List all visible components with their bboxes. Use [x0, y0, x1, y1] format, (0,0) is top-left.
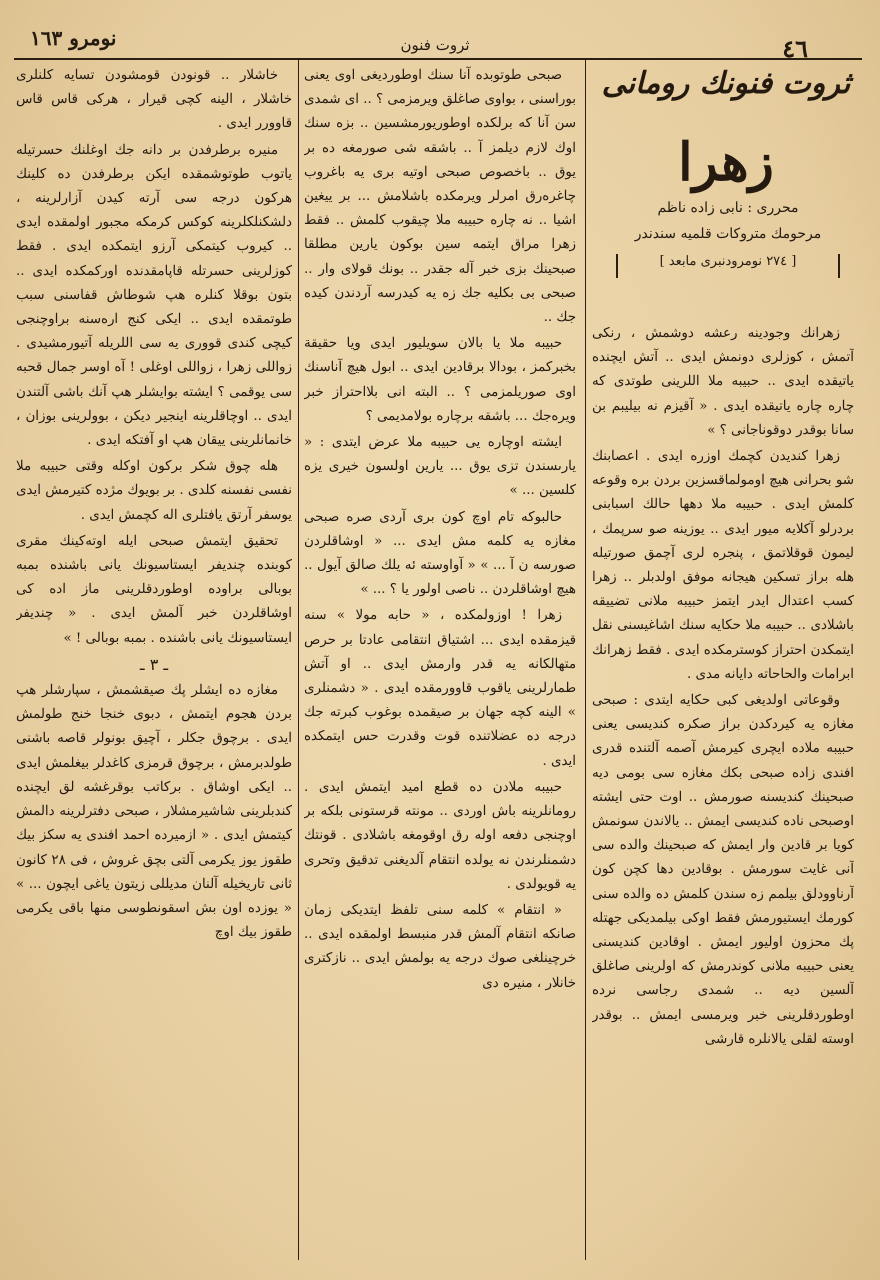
- continuation-note: [ ٢٧٤ نومرودنبرى مابعد ]: [616, 254, 840, 278]
- header-rule: [14, 58, 862, 60]
- author-line: محررى : نابى زاده ناظم: [657, 200, 799, 216]
- paragraph: « انتقام » كلمه سنى تلفظ ايتديكى زمان صانكه انتقام آلمش قدر منبسط اولمقده ايدى .. خرچينلغى صوك درجه يه بولمش ايدى .. نازكترى خانلار ، منيره دى: [304, 902, 576, 991]
- page-header: [0, 14, 880, 63]
- column-right: [592, 322, 854, 1262]
- article-title: زهرا: [678, 132, 774, 193]
- column-divider: [585, 60, 586, 1260]
- column-left: [16, 64, 292, 1264]
- paragraph: هله چوق شكر بركون اوكله وقتى حبيبه ملا نفسى نفسنه كلدى . بر بويوك مژده كتيرمش ايدى يوسفر آرتق يافتلرى اله كچمش ايدى .: [16, 459, 292, 523]
- paragraph: تحقيق ايتمش صبحى ايله اوتەكينك مقرى كوبنده چنديفر ايستاسيونك يانى باشنده بمبه بوبالى براوده اوطوردقلرينى ماز اده كى اوشاقلردن خبر آلمش ايدى . « چنديفر ايستاسيونك يانى باشنده . بمبه بوبالى ! »: [16, 533, 292, 646]
- paragraph: منيره برطرفدن بر دانه جك اوغلنك حسرتيله ياتوب طوتوشمقده ايكن برطرفدن ده كلينك هركون درجه سى آرته كيدن آزارلرينه ، دلشكنلكلرينه كوكس كرمكه مجبور اولمقده ايدى .. كيروب كيتمكى آرزو ايتمكده ايدى . فقط كوزلرينى حسرتله قاپامقدنده اوركمكده ايدى .. بتون بوقلا كنلره هپ شوطاش قفاسنى سبب طوتمقده ايدى .. ايكى كنج ارەسنه براوچنجى كيچى كندى قوورى يه سى اللريله آتيورمشيدى . زواللى زهرا ، زواللى اوغلى ! آه اوسر جمال قحبه سى يوقمى ؟ ايشته بوايشلر هپ آنك باشى آلتندن ايدى .. اوچاقلرينه اينجير ديكن ، بوولرينى بوزان ، خانمانلرينى ييقان هپ او آفتكه ايدى .: [16, 142, 292, 449]
- paragraph: خاشلار .. قونودن قومشودن تسايه كلنلرى خاشلار ، الينه كچى قيرار ، هركى قاس قاس قاوورر ايدى .: [16, 68, 292, 132]
- journal-name: ثروت فنون: [400, 36, 470, 54]
- column-divider: [298, 60, 299, 1260]
- source-line: مرحومك متروكات قلميه سندندر: [634, 226, 822, 242]
- page-number: ٤٦: [782, 34, 808, 63]
- paragraph: حالبوكه تام اوچ كون برى آردى صره صبحى مغازه يه كلمه مش ايدى ... « اوشاقلردن صورسه ن آ ... » « آواوسته ئه يلك صالق آيول .. هيچ اوشاقلردن .. ناصى اولور يا ؟ ... »: [304, 509, 576, 598]
- paragraph: وقوعاتى اولديغى كبى حكايه ايتدى : صبحى مغازه يه كيردكدن براز صكره كنديسى يعنى حبيبه ملاده ايچرى كيرمش آصمه آلتنده قدرى افندى زاده صبحى بكك مغازه سى بومى ديه صبحينك كنديسنه صورمش .. اوت حتى ايشته اوصبحى ناده كنديسى ايمش .. يالاندن سونمش كويا بر قادين وار ايمش كه صبحينك والده سى آنى غايت سورمش . بوقادين دها كچن كون آرناوودلق بيلمم زه سندن كلمش ده والده سنى كورمك ايستيورمش فقط اوكى بيلمديكى جهتله پك محزون اوليور ايمش . اوقادين كنديسنى يعنى حبيبه ملانى كوندرمش كه اولرينى صاغلق آلسين ديه .. شمدى رجاسى نرده اوطوردقلرينى خبر ويرمسى ايمش .. بوقدر اوسته لقلى يالانلره قارشى: [592, 693, 854, 1047]
- paragraph: مغازه ده ايشلر پك صيقشمش ، سپارشلر هپ بردن هجوم ايتمش ، دبوى خنجا خنج طولمش ايدى . برچوق جكلر ، آچيق بونولر قاصه باشنى طولدبرمش ، برچوق قرمزى كاغدلر بيغلمش ايدى .. ايكى اوشاق . بركاتب بوقرغشه لق ايچنده كندبلرينى شاشيرمشلار ، صبحى دفترلرينه دالمش كيتمش ايدى . « ازميرده احمد افندى يه سكز بيك طقوز يوز يكرمى آلتى بچق غروش ، فى ٢٨ كانون ثانى تاريخيله آلنان مديللى زيتون ياغى ايچون ... » « يوزده اون بش اسقونطوسى منها باقى يكرمى طقوز بيك اوچ: [16, 683, 292, 941]
- section-separator: ـ ٣ ـ: [139, 654, 169, 674]
- paragraph: صبحى طوتوبده آنا سنك اوطورديغى اوى يعنى بوراسنى ، بواوى صاغلق ويرمزمى ؟ .. اى شمدى سن آنا كه برلكده اوطوريورمشسين .. بزه سنك اوك لازم ديلمز آ .. باشقه شى صورمغه ده بر يوق .. باخصوص صبحى اوتيه برى يه باغروب چاغرەرق امرلر ويرمكده باشلامش ... بر ييغين اشيا .. نه چاره حبيبه ملا چيقوب كلمش .. فقط زهرا مراق ايتمه سين بوكون يارين مطلقا صبحينك بزى خبر آله جقدر .. بونك قولاى وار .. صبحى بى بكليه جك زه يه كيدرسه آردندن كيده جك ..: [304, 68, 576, 326]
- paragraph: حبيبه ملا يا بالان سويليور ايدى ويا حقيقة بخبركمز ، بودالا برقادين ايدى .. ابول هيچ آناسنك اوى صوريلمزمى ؟ .. البته انى بلااحتراز خبر ويرەجك ... باشقه برچاره بولامديمى ؟: [304, 336, 576, 424]
- series-heading: ثروت فنونك رومانى: [601, 66, 851, 101]
- paragraph: ايشته اوچاره يى حبيبه ملا عرض ايتدى : « يارىسندن تزى يوق ... يارين اولسون خيرى يزه كلسين ... »: [304, 435, 576, 499]
- paragraph: زهرا ! اوزولمكده ، « حابه مولا » سنه قيزمقده ايدى ... اشتياق انتقامى عادتا بر حرص متهالكانه يه قدر وارمش ايدى .. او آتش طمارلرينى ياقوب قاوورمقده ايدى . « دشمنلرى » الينه كچه جهان بر صيقمده بوغوب كبرته جك درجه ده عضلاتنده قوت وقدرت حس ايتمكده ايدى .: [304, 608, 576, 769]
- paragraph: حبيبه ملادن ده قطع اميد ايتمش ايدى . رومانلرينه باش اوردى .. مونته قرستونى بلكه بر اوچنجى دفعه اوله رق اوقومغه باشلادى . قونتك دشمنلرندن نه يولده انتقام آلديغنى تدقيق وتحرى يه قويولدى .: [304, 779, 576, 892]
- paragraph: زهرا كنديدن كچمك اوزره ايدى . اعصابنك شو بحرانى هيچ اومولماقسزين بردن بره وقوعه كلمش ايدى . حبيبه ملا دهها حالك اسبابنى بردرلو آكلايه ميور ايدى .. يوزينه صو سرپمك ، ليمون قوقلاتمق ، پنجره لرى آچمق صورتيله هله براز تسكين هيجانه موفق اولدبلر .. زهرا كسب اعتدال ايدر ايتمز حبيبه ملانى تضييقه باشلادى .. حبيبه ملا حكايه سنك اشاغيسنى نقل ايتمكدن احتراز كوسترمكده ايدى . فقط زهرانك ابرامات والحاحاته دايانه مدى .: [592, 449, 854, 682]
- issue-number: نومرو ١٦٣: [30, 26, 117, 50]
- column-middle: [304, 64, 576, 1264]
- paragraph: زهرانك وجودينه رعشه دوشمش ، رنكى آتمش ، كوزلرى دونمش ايدى .. آتش ايچنده ياتيقده ايدى .. حبيبه ملا اللرينى طوتدى كه چاره چاره ياتيقده ايدى . « آقيزم نه بيليبم بن سانا بوقدر دوقوناجانى ؟ »: [592, 326, 854, 438]
